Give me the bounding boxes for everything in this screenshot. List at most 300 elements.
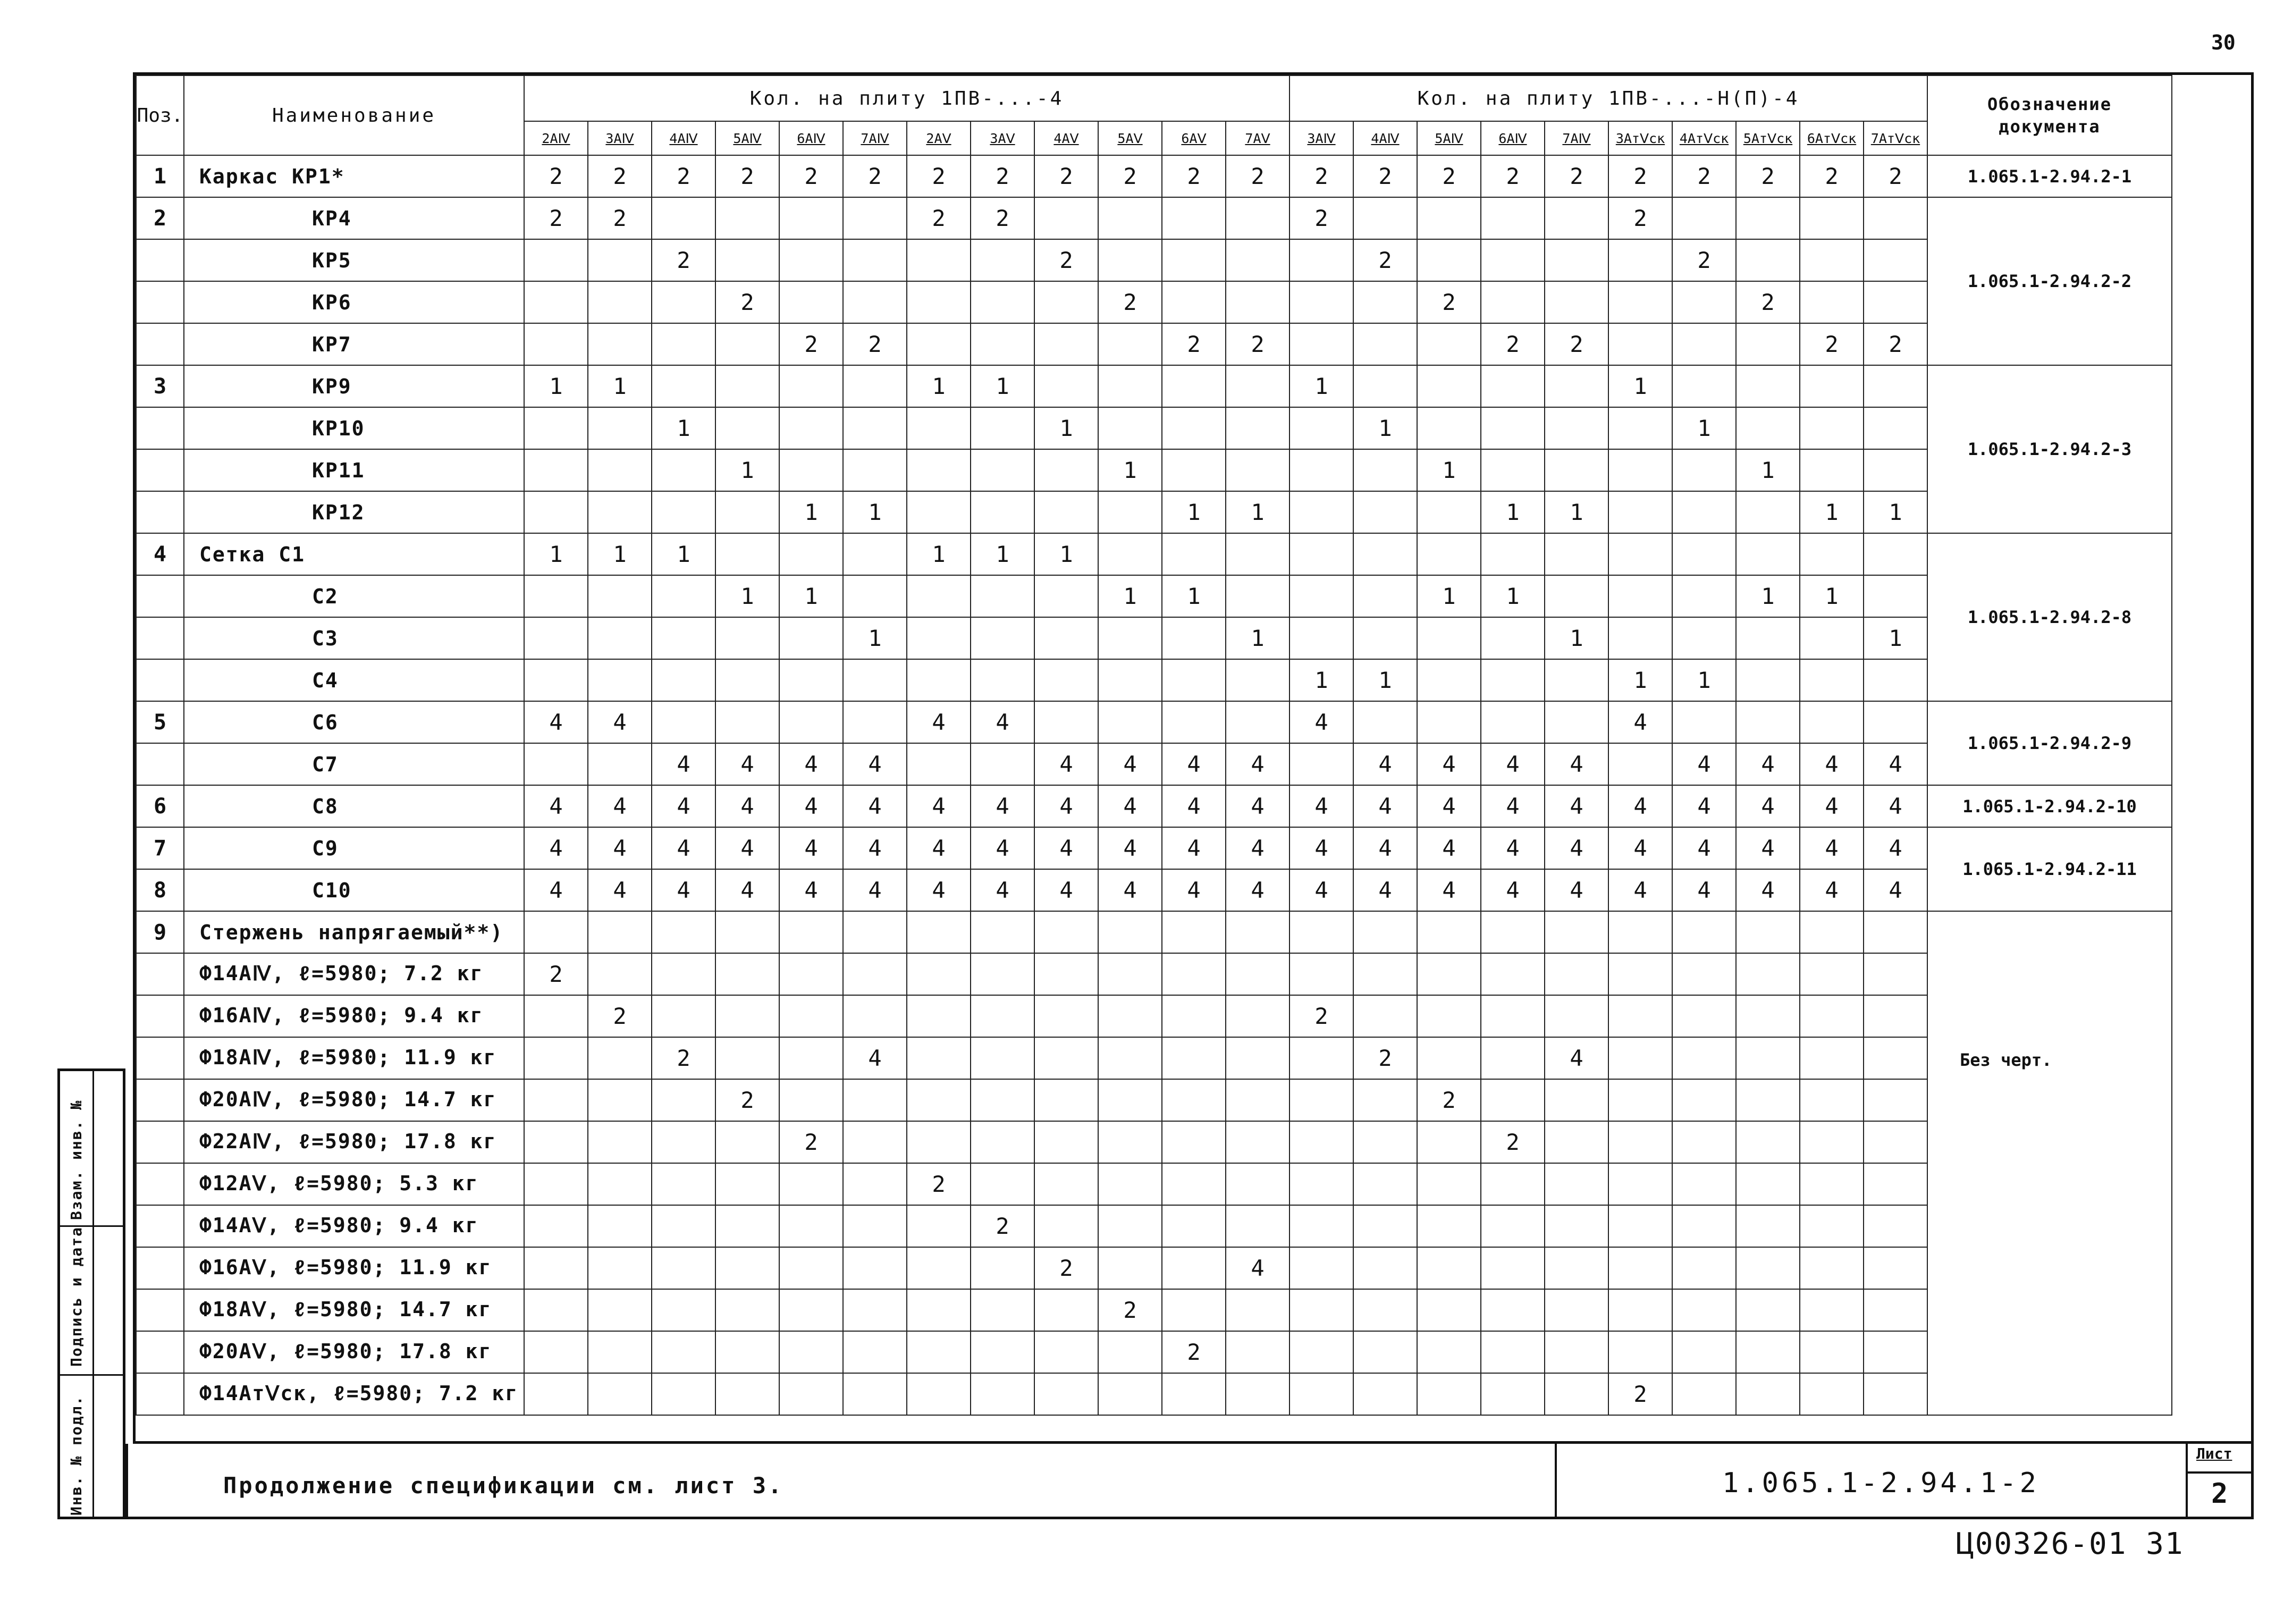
quantity-cell: 1 [907,533,971,575]
quantity-cell [1545,995,1608,1037]
row-name: КР11 [184,449,524,491]
quantity-cell [715,1373,779,1415]
quantity-cell [1290,1121,1353,1163]
quantity-cell [588,239,652,281]
quantity-cell [1608,1289,1672,1331]
quantity-cell [1545,1289,1608,1331]
quantity-cell [1034,1121,1098,1163]
quantity-cell: 4 [588,869,652,911]
quantity-cell [1034,617,1098,659]
quantity-cell [779,1289,843,1331]
quantity-cell [1290,323,1353,365]
quantity-cell [588,449,652,491]
sheet-label: Лист [2196,1445,2232,1462]
quantity-cell [1800,533,1864,575]
quantity-cell [1864,953,1927,995]
quantity-cell [1034,323,1098,365]
row-name: С10 [184,869,524,911]
quantity-cell [1417,239,1481,281]
quantity-cell: 4 [1800,743,1864,785]
quantity-cell: 2 [715,1079,779,1121]
quantity-cell: 2 [1672,239,1736,281]
quantity-cell [1481,197,1545,239]
quantity-cell [779,281,843,323]
quantity-cell: 2 [1226,155,1290,197]
quantity-cell [843,1121,907,1163]
quantity-cell: 4 [1226,869,1290,911]
quantity-cell [715,659,779,701]
quantity-cell [1417,1289,1481,1331]
quantity-cell: 1 [1608,365,1672,407]
table-row [136,1331,2172,1373]
quantity-cell [1545,239,1608,281]
quantity-cell [1800,449,1864,491]
row-position [136,1205,184,1247]
quantity-cell [1162,617,1226,659]
quantity-cell [1162,239,1226,281]
quantity-cell: 4 [1545,827,1608,869]
quantity-cell [1353,491,1417,533]
quantity-cell: 4 [1162,785,1226,827]
quantity-cell: 2 [588,197,652,239]
quantity-cell: 4 [1545,743,1608,785]
quantity-cell: 4 [1417,785,1481,827]
quantity-cell [1417,1373,1481,1415]
quantity-cell [843,911,907,953]
row-position: 2 [136,197,184,239]
quantity-cell [843,701,907,743]
quantity-cell: 4 [779,785,843,827]
quantity-cell [1417,1037,1481,1079]
quantity-cell [652,197,715,239]
quantity-cell [971,575,1034,617]
quantity-cell [1034,911,1098,953]
quantity-cell [524,491,588,533]
quantity-cell: 4 [1481,827,1545,869]
quantity-cell [1098,239,1162,281]
quantity-cell: 4 [1608,869,1672,911]
quantity-cell: 4 [779,743,843,785]
quantity-cell: 4 [971,701,1034,743]
quantity-cell: 4 [1800,869,1864,911]
quantity-cell [1353,323,1417,365]
quantity-cell [1545,533,1608,575]
stamp-replace-label: Взам. инв. № [68,1099,85,1220]
quantity-cell: 2 [1800,155,1864,197]
quantity-cell [1545,575,1608,617]
quantity-cell [1481,911,1545,953]
group2-col-header: 3АтⅤск [1608,121,1672,155]
title-block-divider [1555,1444,1557,1519]
quantity-cell [524,575,588,617]
quantity-cell: 4 [1417,827,1481,869]
quantity-cell [1736,323,1800,365]
table-row [136,1289,2172,1331]
quantity-cell: 1 [1800,491,1864,533]
quantity-cell [715,491,779,533]
quantity-cell [715,1121,779,1163]
quantity-cell: 4 [1481,743,1545,785]
quantity-cell: 1 [1353,407,1417,449]
quantity-cell: 1 [1353,659,1417,701]
quantity-cell: 4 [843,869,907,911]
quantity-cell: 4 [1672,827,1736,869]
document-reference: 1.065.1-2.94.2-2 [1927,197,2172,365]
quantity-cell [1481,407,1545,449]
quantity-cell [1672,1163,1736,1205]
quantity-cell: 4 [1353,827,1417,869]
quantity-cell [1545,1079,1608,1121]
quantity-cell [1481,365,1545,407]
group1-col-header: 5АⅣ [715,121,779,155]
specification-table [136,75,2172,1416]
quantity-cell: 4 [652,827,715,869]
quantity-cell [1353,1289,1417,1331]
quantity-cell [1034,953,1098,995]
quantity-cell: 2 [779,155,843,197]
group2-col-header: 5АⅣ [1417,121,1481,155]
quantity-cell: 2 [652,239,715,281]
quantity-cell: 4 [1162,869,1226,911]
quantity-cell [779,407,843,449]
row-name: С2 [184,575,524,617]
quantity-cell [1864,449,1927,491]
quantity-cell [1417,407,1481,449]
table-row [136,491,2172,533]
quantity-cell [1672,953,1736,995]
quantity-cell [1034,1289,1098,1331]
quantity-cell [1353,1079,1417,1121]
row-position [136,575,184,617]
quantity-cell [1481,281,1545,323]
quantity-cell: 4 [971,827,1034,869]
quantity-cell [1098,1205,1162,1247]
quantity-cell [1800,1163,1864,1205]
group1-col-header: 3АⅤ [971,121,1034,155]
quantity-cell: 1 [1290,365,1353,407]
quantity-cell [1800,281,1864,323]
group1-col-header: 4АⅣ [652,121,715,155]
quantity-cell: 1 [588,365,652,407]
quantity-cell [971,323,1034,365]
quantity-cell [1736,1079,1800,1121]
quantity-cell [1736,365,1800,407]
quantity-cell [1290,239,1353,281]
quantity-cell: 1 [971,533,1034,575]
quantity-cell [524,1121,588,1163]
quantity-cell [524,239,588,281]
quantity-cell [1290,911,1353,953]
quantity-cell: 1 [1290,659,1353,701]
quantity-cell [907,1121,971,1163]
quantity-cell [779,995,843,1037]
table-row [136,407,2172,449]
quantity-cell [1353,1121,1417,1163]
quantity-cell [1226,1289,1290,1331]
quantity-cell: 1 [907,365,971,407]
quantity-cell: 4 [1162,743,1226,785]
quantity-cell [1417,1163,1481,1205]
quantity-cell [652,701,715,743]
quantity-cell [1672,323,1736,365]
table-row [136,1373,2172,1415]
quantity-cell [1353,1205,1417,1247]
quantity-cell: 4 [1290,869,1353,911]
document-reference: 1.065.1-2.94.2-8 [1927,533,2172,701]
quantity-cell [843,239,907,281]
quantity-cell [1864,1163,1927,1205]
quantity-cell [1545,197,1608,239]
quantity-cell: 4 [715,827,779,869]
row-position [136,1037,184,1079]
table-row [136,911,2172,953]
quantity-cell: 4 [1672,869,1736,911]
quantity-cell [1545,407,1608,449]
quantity-cell [715,407,779,449]
quantity-cell [1672,449,1736,491]
quantity-cell: 4 [1545,785,1608,827]
table-row [136,197,2172,239]
quantity-cell [1800,617,1864,659]
quantity-cell: 4 [1672,785,1736,827]
quantity-cell [1034,449,1098,491]
quantity-cell: 2 [524,197,588,239]
document-reference: 1.065.1-2.94.2-10 [1927,785,2172,827]
quantity-cell: 4 [1226,785,1290,827]
quantity-cell [1226,995,1290,1037]
table-row [136,1163,2172,1205]
table-row [136,1247,2172,1289]
quantity-cell [524,1037,588,1079]
quantity-cell [715,1037,779,1079]
quantity-cell [907,239,971,281]
quantity-cell [1608,575,1672,617]
quantity-cell [971,491,1034,533]
quantity-cell [1098,1247,1162,1289]
group1-col-header: 4АⅤ [1034,121,1098,155]
quantity-cell: 4 [1736,785,1800,827]
quantity-cell [715,995,779,1037]
quantity-cell [907,1289,971,1331]
quantity-cell [588,1289,652,1331]
quantity-cell [1290,1373,1353,1415]
quantity-cell [1098,1121,1162,1163]
quantity-cell: 2 [1608,197,1672,239]
quantity-cell [1098,1163,1162,1205]
quantity-cell [907,281,971,323]
quantity-cell [524,449,588,491]
quantity-cell [1098,617,1162,659]
quantity-cell: 4 [1226,743,1290,785]
quantity-cell: 2 [1290,995,1353,1037]
quantity-cell [1672,1331,1736,1373]
quantity-cell [588,953,652,995]
quantity-cell: 1 [843,491,907,533]
quantity-cell [1672,617,1736,659]
quantity-cell [1800,239,1864,281]
quantity-cell [1034,995,1098,1037]
quantity-cell [1226,953,1290,995]
document-reference: 1.065.1-2.94.2-3 [1927,365,2172,533]
row-name: Ф22АⅣ, ℓ=5980; 17.8 кг [184,1121,524,1163]
quantity-cell: 4 [907,701,971,743]
quantity-cell: 2 [524,953,588,995]
quantity-cell [588,407,652,449]
quantity-cell [715,323,779,365]
quantity-cell: 1 [588,533,652,575]
quantity-cell [1226,1205,1290,1247]
quantity-cell [1864,365,1927,407]
row-name: Ф18АⅣ, ℓ=5980; 11.9 кг [184,1037,524,1079]
quantity-cell: 4 [588,701,652,743]
quantity-cell: 4 [1034,869,1098,911]
quantity-cell [1417,659,1481,701]
quantity-cell: 2 [1162,323,1226,365]
quantity-cell [1481,617,1545,659]
quantity-cell [1800,1121,1864,1163]
quantity-cell [715,953,779,995]
row-name: С3 [184,617,524,659]
document-code: 1.065.1-2.94.1-2 [1722,1467,2039,1499]
quantity-cell [1608,953,1672,995]
row-name: Сетка С1 [184,533,524,575]
quantity-cell [1290,407,1353,449]
quantity-cell [524,1247,588,1289]
quantity-cell: 2 [1034,1247,1098,1289]
quantity-cell [1481,1037,1545,1079]
stamp-signature-label: Подпись и дата [68,1226,85,1367]
quantity-cell [524,1373,588,1415]
quantity-cell [1034,575,1098,617]
row-name: КР6 [184,281,524,323]
row-position: 6 [136,785,184,827]
quantity-cell [907,323,971,365]
row-position [136,1163,184,1205]
quantity-cell [907,1037,971,1079]
quantity-cell [1290,1331,1353,1373]
quantity-cell [1672,1079,1736,1121]
quantity-cell: 4 [1800,785,1864,827]
quantity-cell [1864,1331,1927,1373]
quantity-cell [1481,1247,1545,1289]
table-row [136,953,2172,995]
quantity-cell: 2 [1290,155,1353,197]
quantity-cell [971,995,1034,1037]
quantity-cell [1608,1205,1672,1247]
quantity-cell: 2 [907,155,971,197]
quantity-cell [1736,1373,1800,1415]
quantity-cell [907,575,971,617]
quantity-cell: 4 [1098,869,1162,911]
quantity-cell: 4 [971,869,1034,911]
quantity-cell [1481,1163,1545,1205]
quantity-cell [1864,1373,1927,1415]
quantity-cell: 4 [779,869,843,911]
quantity-cell: 1 [1481,491,1545,533]
group2-col-header: 4АтⅤск [1672,121,1736,155]
quantity-cell: 2 [1353,155,1417,197]
quantity-cell: 1 [1226,617,1290,659]
quantity-cell [907,953,971,995]
quantity-cell [971,911,1034,953]
quantity-cell [1162,953,1226,995]
quantity-cell [1672,491,1736,533]
quantity-cell [524,1163,588,1205]
quantity-cell [1736,239,1800,281]
quantity-cell [1353,365,1417,407]
quantity-cell: 2 [1800,323,1864,365]
quantity-cell: 2 [1672,155,1736,197]
quantity-cell: 2 [1608,155,1672,197]
quantity-cell: 2 [1736,155,1800,197]
quantity-cell [907,491,971,533]
specification-sheet [133,72,2254,1444]
quantity-cell [1800,911,1864,953]
row-name: Каркас КР1* [184,155,524,197]
quantity-cell: 1 [524,365,588,407]
quantity-cell: 4 [843,827,907,869]
quantity-cell [1864,1247,1927,1289]
quantity-cell: 4 [524,827,588,869]
quantity-cell [843,659,907,701]
group2-col-header: 5АтⅤск [1736,121,1800,155]
quantity-cell [1608,911,1672,953]
quantity-cell [843,1163,907,1205]
quantity-cell [1800,953,1864,995]
row-position: 3 [136,365,184,407]
quantity-cell [1864,701,1927,743]
quantity-cell [971,1037,1034,1079]
quantity-cell [1290,533,1353,575]
continuation-note: Продолжение спецификации см. лист 3. [223,1472,784,1499]
quantity-cell: 2 [1353,239,1417,281]
quantity-cell [971,659,1034,701]
quantity-cell: 4 [1672,743,1736,785]
row-position [136,1373,184,1415]
row-position: 8 [136,869,184,911]
quantity-cell [1545,1373,1608,1415]
table-row [136,1079,2172,1121]
quantity-cell [1736,1121,1800,1163]
quantity-cell [1098,995,1162,1037]
quantity-cell [1098,1037,1162,1079]
quantity-cell [1672,1037,1736,1079]
quantity-cell: 1 [1608,659,1672,701]
quantity-cell [1290,953,1353,995]
quantity-cell [971,1331,1034,1373]
approval-stamp [57,1068,125,1519]
quantity-cell [1098,533,1162,575]
row-name: Ф14АⅤ, ℓ=5980; 9.4 кг [184,1205,524,1247]
quantity-cell [588,743,652,785]
quantity-cell [779,1079,843,1121]
row-position [136,449,184,491]
quantity-cell: 4 [1481,869,1545,911]
quantity-cell [779,365,843,407]
quantity-cell [1736,617,1800,659]
quantity-cell [1226,407,1290,449]
quantity-cell: 4 [1098,743,1162,785]
quantity-cell [1162,701,1226,743]
quantity-cell [1353,533,1417,575]
table-row [136,281,2172,323]
group2-col-header: 3АⅣ [1290,121,1353,155]
quantity-cell [843,995,907,1037]
quantity-cell [1608,449,1672,491]
quantity-cell [1800,1205,1864,1247]
quantity-cell [588,1079,652,1121]
quantity-cell [1672,1373,1736,1415]
